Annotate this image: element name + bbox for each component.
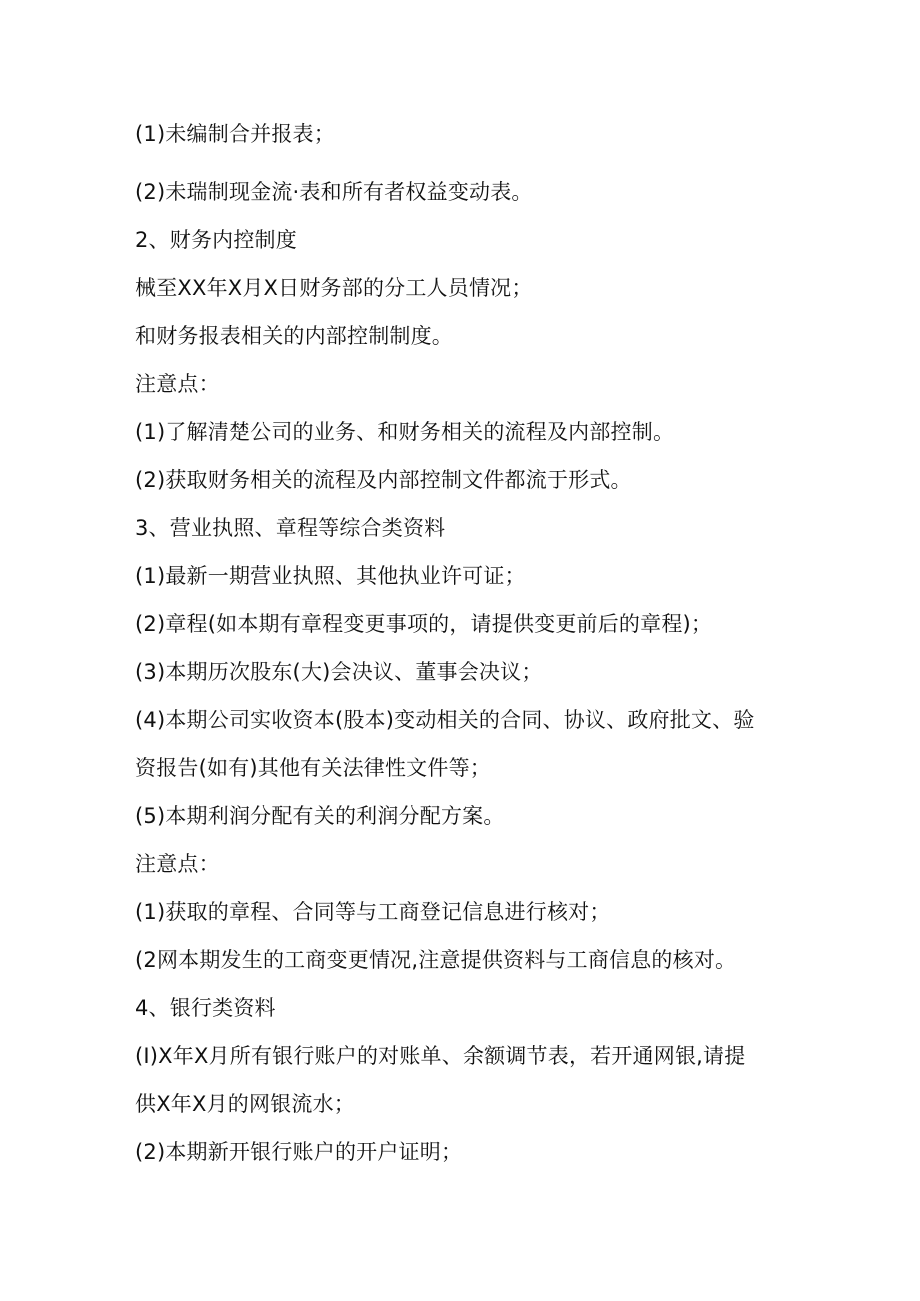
- text-line: (2)本期新开银行账户的开户证明；: [135, 1140, 463, 1164]
- text-line: (5)本期利润分配有关的利润分配方案。: [135, 804, 505, 828]
- text-line: (1)了解清楚公司的业务、和财务相关的流程及内部控制。: [135, 420, 675, 444]
- text-line: (2)章程(如本期有章程变更事项的，请提供变更前后的章程)；: [135, 612, 713, 636]
- text-line: 资报告(如有)其他有关法律性文件等；: [135, 756, 491, 780]
- document-body: [135, 112, 795, 1178]
- text-line: (I)X年X月所有银行账户的对账单、余额调节表，若开通网银,请提: [135, 1044, 746, 1068]
- text-line: (4)本期公司实收资本(股本)变动相关的合同、协议、政府批文、验: [135, 708, 755, 732]
- note-heading: 注意点：: [135, 852, 220, 876]
- text-line: (2)获取财务相关的流程及内部控制文件都流于形式。: [135, 468, 632, 492]
- note-heading: 注意点：: [135, 372, 220, 396]
- section-heading: 2、财务内控制度: [135, 228, 297, 252]
- text-line: (2网本期发生的工商变更情况,注意提供资料与工商信息的核对。: [135, 948, 737, 972]
- text-line: 供X年X月的网银流水；: [135, 1092, 355, 1116]
- text-line: 械至XX年X月X日财务部的分工人员情况；: [135, 276, 533, 300]
- text-line: (3)本期历次股东(大)会决议、董事会决议；: [135, 660, 543, 684]
- text-line: (1)最新一期营业执照、其他执业许可证；: [135, 564, 526, 588]
- text-line: (1)未编制合并报表；: [135, 122, 335, 146]
- section-heading: 4、银行类资料: [135, 996, 276, 1020]
- section-heading: 3、营业执照、章程等综合类资料: [135, 516, 446, 540]
- text-line: 和财务报表相关的内部控制制度。: [135, 324, 453, 348]
- text-line: (1)获取的章程、合同等与工商登记信息进行核对；: [135, 900, 611, 924]
- text-line: (2)未瑞制现金流·表和所有者权益变动表。: [135, 180, 533, 204]
